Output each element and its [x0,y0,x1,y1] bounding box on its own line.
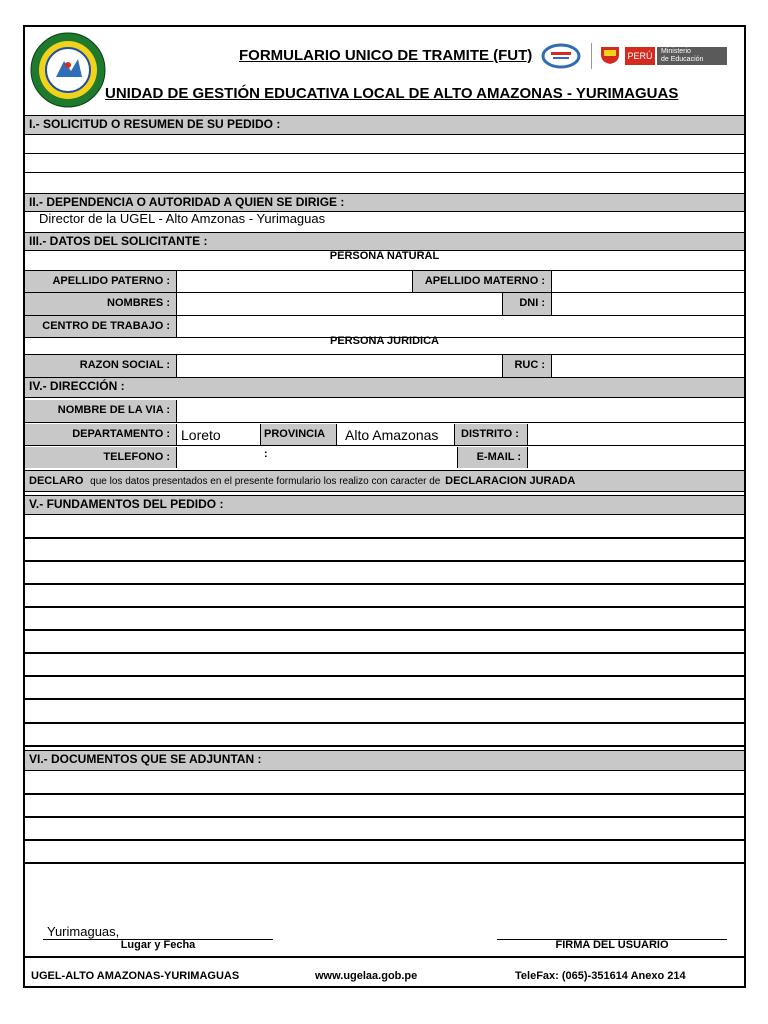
row-line [25,583,744,585]
razon-social-field[interactable] [177,355,502,377]
dni-field[interactable] [552,293,744,315]
section1-title: I.- SOLICITUD O RESUMEN DE SU PEDIDO : [25,115,744,135]
provincia-value[interactable]: Alto Amazonas [345,427,439,443]
declaration-emphasis: DECLARACION JURADA [445,475,576,487]
ministry-label [657,47,727,65]
apellido-materno-field[interactable] [552,271,744,292]
declaration-bar [25,470,744,492]
section3-title: III.- DATOS DEL SOLICITANTE : [25,232,744,251]
row-line [25,422,744,423]
authority-value[interactable]: Director de la UGEL - Alto Amzonas - Yurimaguas [39,211,326,226]
footer-office: UGEL-ALTO AMAZONAS-YURIMAGUAS [31,970,240,982]
apellido-paterno-label: APELLIDO PATERNO : [25,271,177,292]
departamento-label: DEPARTAMENTO : [25,424,177,445]
place-label: Lugar y Fecha [120,939,196,951]
razon-social-label: RAZON SOCIAL : [25,355,177,377]
section6-title: VI.- DOCUMENTOS QUE SE ADJUNTAN : [25,750,744,771]
row-line [25,862,744,864]
footer-website[interactable]: www.ugelaa.gob.pe [315,970,418,982]
row-line [25,652,744,654]
row-line [25,445,744,446]
peru-label-text: PERÚ [627,51,653,61]
dni-label: DNI : [502,293,552,315]
footer-line [25,956,744,958]
row-line [25,793,744,795]
row-line [25,675,744,677]
persona-natural-title: PERSONA NATURAL [329,250,440,262]
ruc-label: RUC : [502,355,552,377]
section2-title: II.- DEPENDENCIA O AUTORIDAD A QUIEN SE DIRIGE : [25,193,744,212]
request-summary-line2[interactable] [25,154,744,172]
declaration-text: que los datos presentados en el presente formulario los realizo con caracter de [90,476,441,487]
request-summary-line1[interactable] [25,135,744,153]
departamento-value[interactable]: Loreto [181,427,221,443]
row-line [25,722,744,724]
apellido-paterno-field[interactable] [177,271,412,292]
peru-label [625,47,655,65]
row-line [25,560,744,562]
row-line [25,629,744,631]
telefono-field[interactable] [177,447,457,468]
signature-label: FIRMA DEL USUARIO [555,939,669,951]
ugel-seal-logo [29,31,107,109]
ruc-field[interactable] [552,355,744,377]
fundamentos-lines[interactable] [25,515,744,770]
fut-form [23,25,746,988]
email-field[interactable] [528,447,744,468]
section4-title: IV.- DIRECCIÓN : [25,377,744,398]
ministry-label-line2: de Educación [661,56,704,63]
distrito-field[interactable] [528,424,744,445]
persona-juridica-title: PERSONA JURIDICA [330,335,439,347]
declaration-lead: DECLARO [29,475,84,487]
centro-trabajo-field[interactable] [177,316,744,337]
section5-title: V.- FUNDAMENTOS DEL PEDIDO : [25,495,744,515]
row-line [25,537,744,539]
nombres-field[interactable] [177,293,502,315]
nombre-via-label: NOMBRE DE LA VIA : [25,400,177,422]
row-line [25,698,744,700]
distrito-label: DISTRITO : [454,424,528,445]
telefono-label: TELEFONO : [25,447,177,468]
header-divider [591,43,592,69]
campaign-badge-icon [541,43,581,69]
nombres-label: NOMBRES : [25,293,177,315]
row-line [25,816,744,818]
row-line [25,745,744,747]
footer-phone: TeleFax: (065)-351614 Anexo 214 [515,970,686,982]
row-line [25,606,744,608]
institution-name: UNIDAD DE GESTIÓN EDUCATIVA LOCAL DE ALTO AMAZONAS - YURIMAGUAS [105,85,679,102]
form-title: FORMULARIO UNICO DE TRAMITE (FUT) [239,47,533,64]
documentos-lines[interactable] [25,771,744,866]
ministry-label-line1: Ministerio [661,48,691,55]
request-summary-line3[interactable] [25,173,744,193]
email-label: E-MAIL : [457,447,528,468]
centro-trabajo-label: CENTRO DE TRABAJO : [25,316,177,337]
row-line [25,839,744,841]
apellido-materno-label: APELLIDO MATERNO : [412,271,552,292]
provincia-label: PROVINCIA : [260,424,337,445]
place-text[interactable]: Yurimaguas, [47,924,120,939]
peru-shield-icon [599,45,621,65]
nombre-via-field[interactable] [177,400,744,422]
